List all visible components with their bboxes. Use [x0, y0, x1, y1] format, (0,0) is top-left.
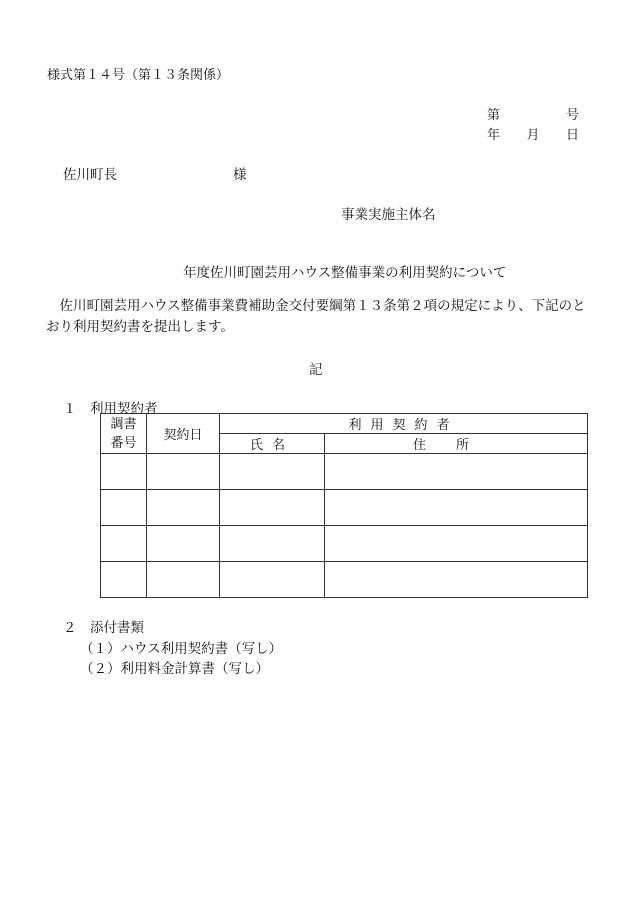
cell-address[interactable] — [325, 454, 588, 490]
contract-table — [100, 413, 588, 598]
table-row — [101, 526, 588, 562]
table-row — [101, 562, 588, 598]
cell-address[interactable] — [325, 526, 588, 562]
cell-name[interactable] — [220, 526, 325, 562]
header-contractor: 利用契約者 — [220, 414, 588, 434]
document-date — [487, 124, 579, 143]
date-year: 年 — [487, 128, 501, 143]
cell-name[interactable] — [220, 562, 325, 598]
header-survey-line1: 調書 — [110, 416, 137, 432]
cell-contract-date[interactable] — [147, 526, 220, 562]
cell-address[interactable] — [325, 490, 588, 526]
doc-number-suffix: 号 — [565, 108, 579, 123]
attachment-item: （２）利用料金計算書（写し） — [80, 661, 269, 677]
implementer-label: 事業実施主体名 — [341, 207, 436, 223]
header-survey-line2: 番号 — [110, 435, 137, 451]
addressee-honorific: 様 — [233, 167, 247, 183]
cell-survey-number[interactable] — [101, 454, 147, 490]
record-mark: 記 — [309, 362, 323, 378]
cell-contract-date[interactable] — [147, 490, 220, 526]
date-day: 日 — [565, 128, 579, 143]
table-row — [101, 454, 588, 490]
cell-contract-date[interactable] — [147, 454, 220, 490]
cell-survey-number[interactable] — [101, 562, 147, 598]
header-survey-number — [101, 414, 147, 454]
cell-survey-number[interactable] — [101, 526, 147, 562]
cell-contract-date[interactable] — [147, 562, 220, 598]
document-title: 年度佐川町園芸用ハウス整備事業の利用契約について — [183, 265, 507, 281]
body-text — [46, 296, 586, 338]
header-contract-date: 契約日 — [147, 414, 220, 454]
table-row — [101, 490, 588, 526]
cell-name[interactable] — [220, 490, 325, 526]
cell-survey-number[interactable] — [101, 490, 147, 526]
attachment-item: （１）ハウス利用契約書（写し） — [80, 641, 283, 657]
document-number — [487, 104, 579, 123]
section1-heading: １ 利用契約者 — [63, 401, 158, 417]
cell-address[interactable] — [325, 562, 588, 598]
form-label: 様式第１４号（第１３条関係） — [47, 68, 230, 83]
cell-name[interactable] — [220, 454, 325, 490]
addressee-title: 佐川町長 — [63, 167, 117, 183]
header-name: 氏名 — [220, 434, 325, 454]
header-address: 住所 — [325, 434, 588, 454]
section2-heading: ２ 添付書類 — [63, 620, 144, 636]
doc-number-prefix: 第 — [487, 108, 501, 123]
body-sentence: 佐川町園芸用ハウス整備事業費補助金交付要綱第１３条第２項の規定により、下記のとおり利用契約書を提出します。 — [46, 298, 586, 335]
date-month: 月 — [526, 128, 540, 143]
